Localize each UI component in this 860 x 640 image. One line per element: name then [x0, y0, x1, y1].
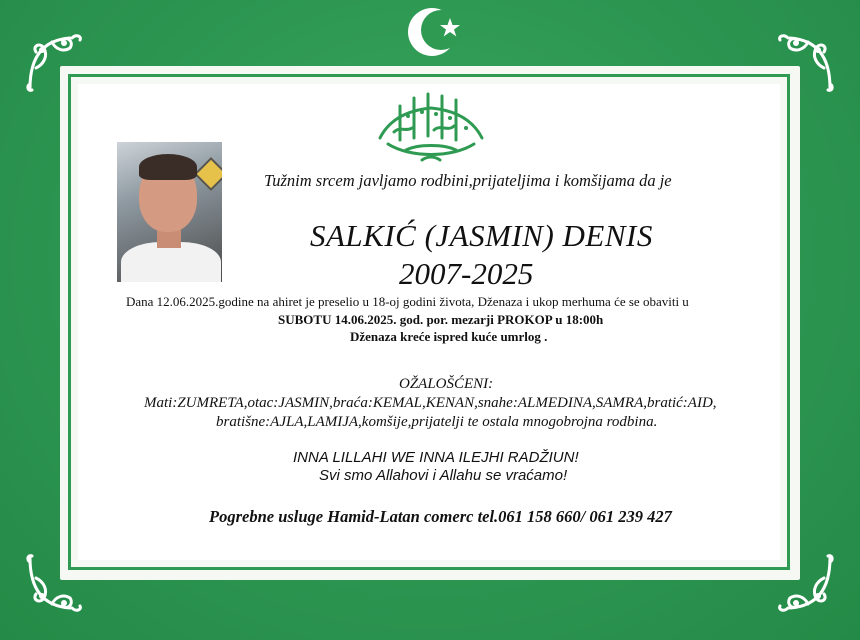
prayer-line: INNA LILLAHI WE INNA ILEJHI RADŽIUN!: [293, 449, 579, 466]
deceased-photo: [117, 142, 222, 282]
deceased-name: SALKIĆ (JASMIN) DENIS: [310, 218, 653, 253]
mourners-list-line: Mati:ZUMRETA,otac:JASMIN,braća:KEMAL,KENAN,snahe:ALMEDINA,SAMRA,bratić:AID,: [144, 395, 717, 411]
funeral-date-line: SUBOTU 14.06.2025. god. por. mezarji PROKOP u 18:00h: [278, 312, 604, 327]
details-line: Dana 12.06.2025.godine na ahiret je preselio u 18-oj godini života, Dženaza i ukop merhuma će se obaviti u: [126, 294, 689, 309]
mourners-heading: OŽALOŠĆENI:: [399, 376, 494, 392]
life-years: 2007-2025: [399, 256, 534, 291]
crescent-star-icon: [408, 4, 468, 60]
arabic-calligraphy-icon: [370, 88, 492, 168]
intro-text: Tužnim srcem javljamo rodbini,prijateljima i komšijama da je: [264, 171, 672, 190]
prayer-translation-line: Svi smo Allahovi i Allahu se vraćamo!: [319, 467, 568, 484]
mourners-list-line: bratišne:AJLA,LAMIJA,komšije,prijatelji te ostala mnogobrojna rodbina.: [216, 414, 658, 430]
funeral-service-contact: Pogrebne usluge Hamid-Latan comerc tel.061 158 660/ 061 239 427: [209, 507, 672, 526]
procession-line: Dženaza kreće ispred kuće umrlog .: [350, 329, 548, 344]
